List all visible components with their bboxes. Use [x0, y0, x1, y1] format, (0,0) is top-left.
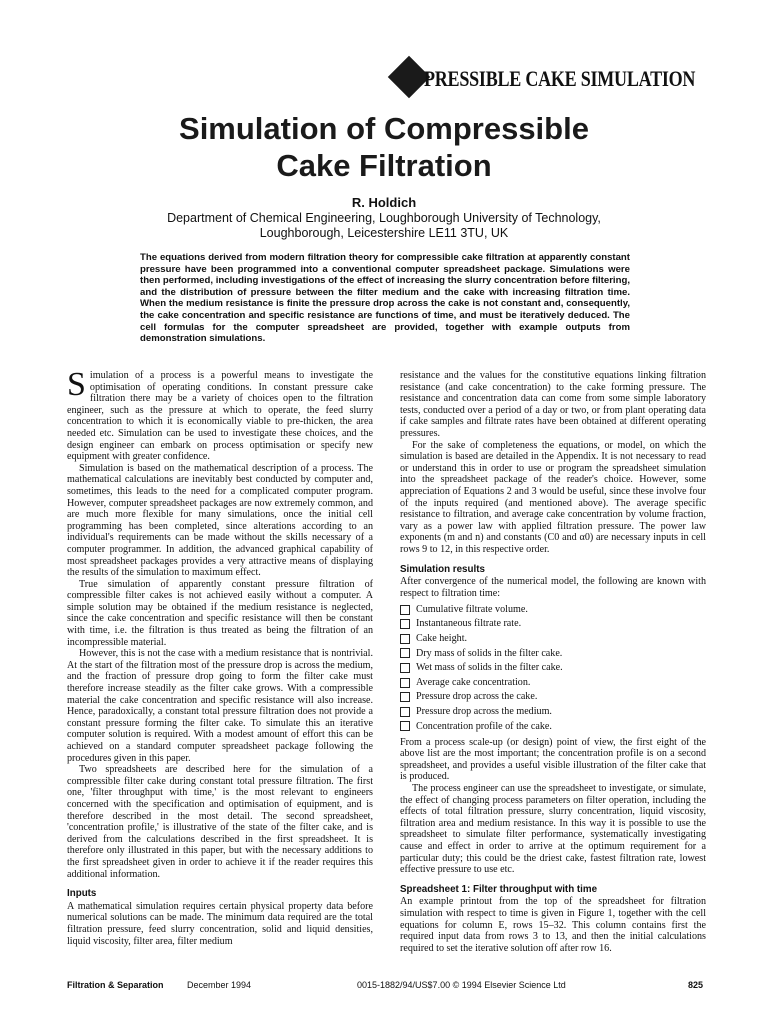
- list-item-label: Cumulative filtrate volume.: [416, 603, 528, 615]
- checkbox-icon: [400, 605, 410, 615]
- list-item-label: Cake height.: [416, 632, 468, 644]
- checkbox-icon: [400, 707, 410, 717]
- list-item-label: Average cake concentration.: [416, 676, 531, 688]
- list-item: [400, 646, 706, 661]
- list-item-label: Pressure drop across the medium.: [416, 705, 552, 717]
- footer-date: December 1994: [187, 980, 252, 990]
- section-heading-spreadsheet: Spreadsheet 1: Filter throughput with time: [400, 883, 598, 895]
- paragraph: True simulation of apparently constant pressure filtration of compressible filter cakes is not achieved easily without a computer. A simple solution may be obtained if the medium resistance is neglected, since the cake concentration and specific resistance will then be constant with time, i.e. the filtration is thus treated as being the filtration of an incompressible material.: [67, 578, 373, 648]
- title-line-2: Cake Filtration: [276, 148, 492, 183]
- affiliation-line-2: Loughborough, Leicestershire LE11 3TU, UK: [259, 226, 509, 240]
- list-item: [400, 719, 706, 734]
- paragraph: An example printout from the top of the spreadsheet for filtration simulation with respect to time is given in Figure 1, together with the cell equations for column E, rows 15–32. This column contains first the required input data from rows 3 to 13, and then the initial calculations required to set the iterative solution off after row 16.: [400, 896, 706, 954]
- footer-copyright: 0015-1882/94/US$7.00 © 1994 Elsevier Science Ltd: [357, 980, 566, 990]
- dropcap: S: [67, 366, 86, 403]
- list-item: [400, 602, 706, 617]
- title-line-1: Simulation of Compressible: [179, 111, 589, 146]
- list-item: [400, 631, 706, 646]
- section-heading-results: Simulation results: [400, 563, 485, 575]
- section-heading-inputs: Inputs: [67, 888, 97, 900]
- left-column: [67, 366, 373, 947]
- abstract: The equations derived from modern filtration theory for compressible cake filtration at apparently constant pressure have been programmed into a conventional computer spreadsheet package. Simulations were then performed, including investigations of the effect of increasing the slurry concentration before filtering, and the distribution of pressure between the filter medium and the cake with increasing filtration time. When the medium resistance is finite the pressure drop across the cake is not constant and, consequently, the cake concentration and specific resistance are functions of time, and must be iteratively deduced. The cell formulas for the computer spreadsheet are provided, together with example outputs from demonstration simulations.: [140, 252, 630, 345]
- footer-journal: Filtration & Separation: [67, 980, 164, 990]
- checkbox-icon: [400, 634, 410, 644]
- right-column: [400, 370, 706, 954]
- paragraph: The process engineer can use the spreadsheet to investigate, or simulate, the effect of changing process parameters on filter operation, including the effects of total filtration pressure, slurry concentration, liquid viscosity, filtration area and medium resistance. In this way it is possible to use the spreadsheet to simulate filter performance, systematically investigating cause and effect in order to arrive at the optimum requirement for a particular duty; this could be the driest cake, fastest filtration rate, lowest effective pressure to use etc.: [400, 783, 706, 876]
- paragraph: For the sake of completeness the equations, or model, on which the simulation is based are detailed in the Appendix. It is not necessary to read or understand this in order to use or program the spreadsheet simulation into the spreadsheet package of the reader's choice. However, some appreciation of Equations 2 and 3 would be useful, since these involve four of the inputs required (and mentioned above). The average specific resistance to filtration, and average cake concentration by volume fraction, vary as a power law with applied filtration pressure. The power law exponents (m and n) and constants (C0 and α0) are necessary inputs in cell rows 9 to 12, in this respective order.: [400, 439, 706, 555]
- paragraph: However, this is not the case with a medium resistance that is nontrivial. At the start of the filtration most of the pressure drop is across the medium, and the fraction of pressure drop going to form the filter cake must therefore increase steadily as the filter cake grows. With a compressible material the cake concentration and specific resistance will also increase. Hence, paradoxically, a constant total pressure filtration does not provide a constant pressure forming the filter cake. To simulate this an iterative computer solution is required. With a modest amount of effort this can be achieved on a standard computer spreadsheet package following the procedures given in this paper.: [67, 648, 373, 764]
- list-item: [400, 661, 706, 676]
- paragraph: Two spreadsheets are described here for the simulation of a compressible filter cake during constant total pressure filtration. The first one, 'filter throughput with time,' is the most relevant to engineers concerned with the specification and optimisation of equipment, and is therefore described in the most detail. The second spreadsheet, 'concentration profile,' is illustrative of the state of the filter cake, and is derived from the calculations described in the first spreadsheet. It is therefore only illustrated in this paper, but with the necessary additions to the first spreadsheet given in order to achieve it if the reader requires this additional information.: [67, 764, 373, 880]
- article-title: [0, 110, 768, 184]
- paragraph: A mathematical simulation requires certain physical property data before numerical solutions can be made. The minimum data required are the total filtration pressure, feed slurry concentration, solid and liquid densities, liquid viscosity, filter area, filter medium: [67, 900, 373, 947]
- running-header-title: PRESSIBLE CAKE SIMULATION: [424, 66, 696, 91]
- list-item: [400, 675, 706, 690]
- checkbox-icon: [400, 648, 410, 658]
- list-item: [400, 617, 706, 632]
- list-item: [400, 690, 706, 705]
- checkbox-icon: [400, 692, 410, 702]
- intro-text: imulation of a process is a powerful means to investigate the optimisation of operating conditions. In constant pressure cake filtration there may be a variety of choices open to the filtration engineer, such as the pressure at which to operate, the feed slurry concentration to which it is economically viable to pre-thicken, the area needed etc. Simulation can be used to investigate these choices, and the design engineer can embark on process optimisation or specify new equipment with greater confidence.: [67, 370, 373, 463]
- checkbox-icon: [400, 663, 410, 673]
- list-item: [400, 704, 706, 719]
- list-item-label: Instantaneous filtrate rate.: [416, 618, 522, 630]
- affiliation-line-1: Department of Chemical Engineering, Loughborough University of Technology,: [167, 211, 601, 225]
- paragraph: Simulation is based on the mathematical description of a process. The mathematical calculations are inevitably best conducted by computer and, sometimes, this leads to the need for a complicated computer program. However, computer spreadsheet packages are now extremely common, and are much more flexible for many simulations, once the initial cell programming has been completed, since alterations according to an individual's requirements can be made without the skills necessary of a computer programmer. In addition, the advanced graphical capability of most spreadsheet packages provides a very attractive means of displaying the results of the simulation to maximum effect.: [67, 462, 373, 579]
- checkbox-icon: [400, 678, 410, 688]
- list-item-label: Pressure drop across the cake.: [416, 691, 538, 703]
- paragraph: After convergence of the numerical model, the following are known with respect to filtration time:: [400, 576, 706, 599]
- checkbox-icon: [400, 721, 410, 731]
- paragraph: resistance and the values for the constitutive equations linking filtration resistance (and cake concentration) to the cake forming pressure. The resistance and concentration data can come from some simple laboratory tests, conducted over a period of a day or two, or from plant operating data if cake samples and filtrate rates have been obtained at different operating pressures.: [400, 370, 706, 439]
- list-item-label: Dry mass of solids in the filter cake.: [416, 647, 563, 659]
- affiliation: [100, 211, 668, 241]
- list-item-label: Wet mass of solids in the filter cake.: [416, 662, 563, 674]
- paragraph: From a process scale-up (or design) point of view, the first eight of the above list are the most important; the concentration profile is on a second spreadsheet, and provides a useful visible illustration of the filter cake that is produced.: [400, 736, 706, 783]
- list-item-label: Concentration profile of the cake.: [416, 720, 552, 732]
- page-footer: [67, 980, 707, 994]
- author-name: R. Holdich: [351, 195, 417, 210]
- results-checklist: [400, 602, 706, 733]
- running-header: [384, 56, 714, 96]
- intro-paragraph: [67, 366, 373, 463]
- page-number: 825: [687, 980, 703, 990]
- checkbox-icon: [400, 619, 410, 629]
